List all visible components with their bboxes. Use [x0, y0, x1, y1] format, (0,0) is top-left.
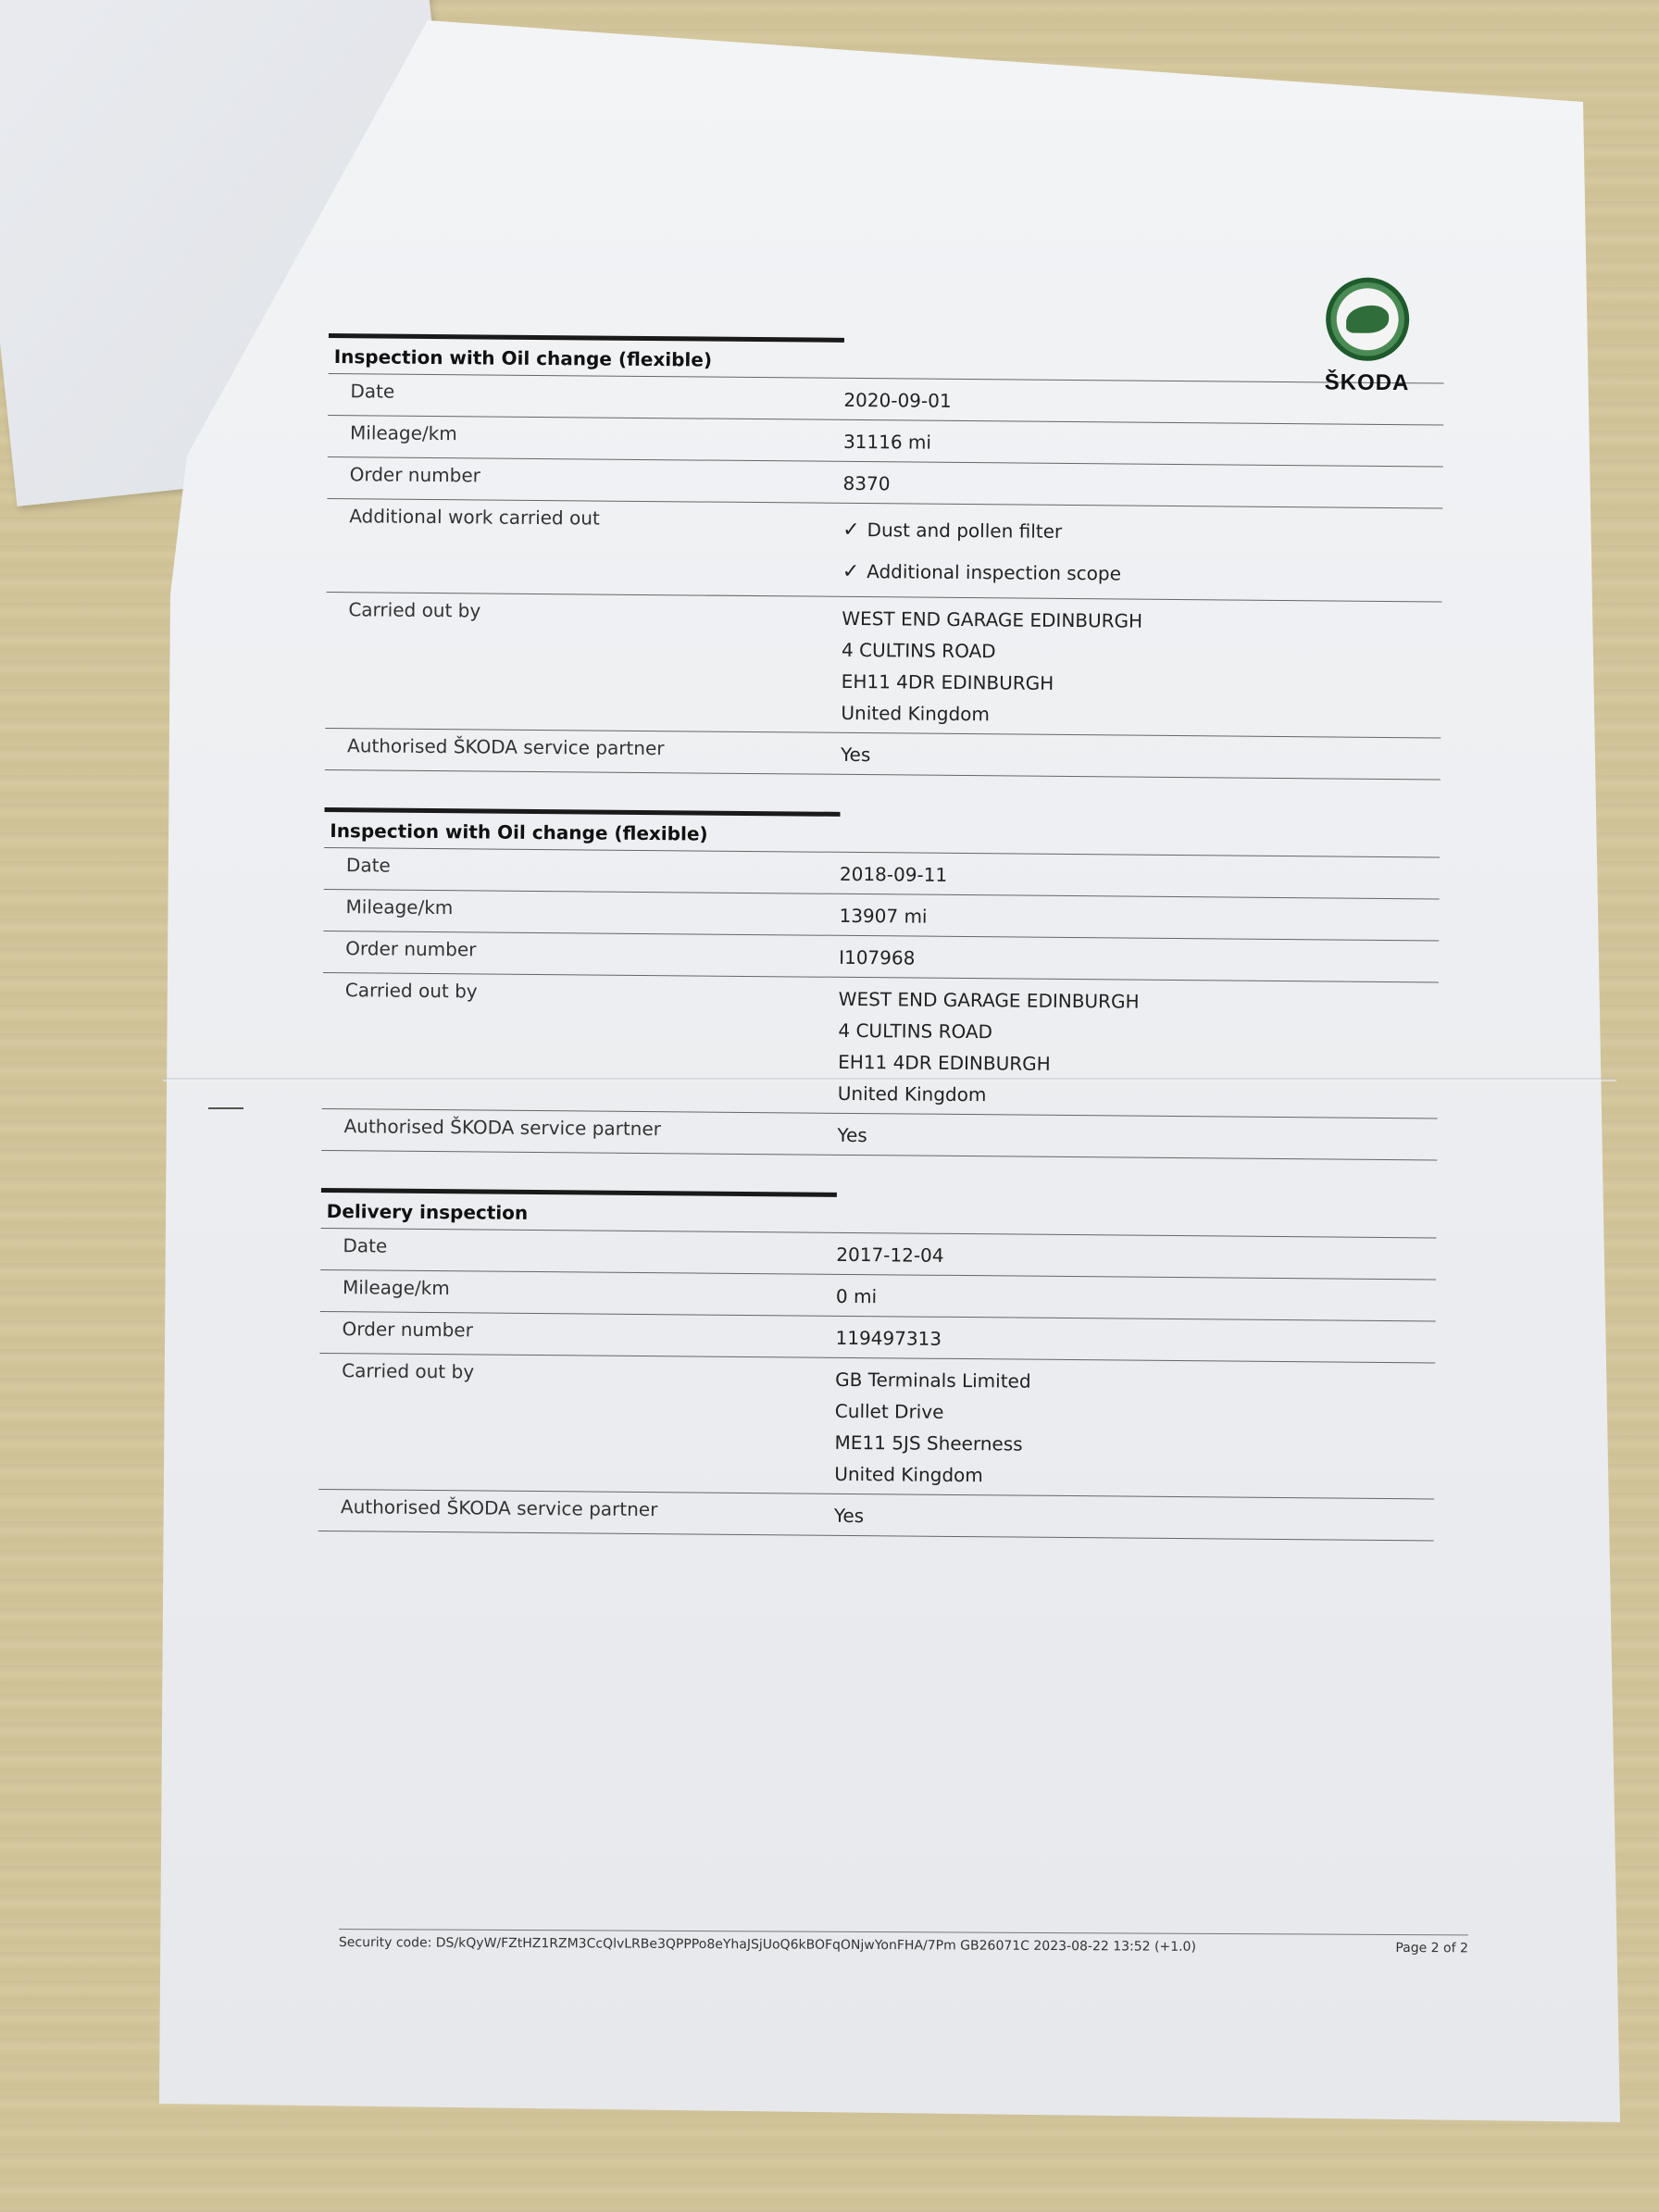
row-value-text: United Kingdom	[841, 701, 991, 726]
row-value-text: Yes	[833, 1504, 865, 1528]
row-value	[842, 468, 1442, 505]
row-value	[842, 666, 1441, 703]
row-values	[842, 468, 1442, 505]
row-values	[837, 1119, 1437, 1156]
row-value-text: United Kingdom	[834, 1462, 983, 1487]
row-label: Order number	[349, 463, 481, 487]
row-label: Carried out by	[342, 1359, 475, 1383]
row-values	[841, 739, 1441, 776]
row-value-text: GB Terminals Limited	[835, 1368, 1031, 1393]
service-history-document	[318, 333, 1444, 1578]
row-label: Date	[343, 1234, 388, 1257]
row-value-text: EH11 4DR EDINBURGH	[841, 669, 1054, 694]
row-value-text: WEST END GARAGE EDINBURGH	[838, 987, 1140, 1013]
row-label: Additional work carried out	[349, 505, 600, 530]
section-title: Delivery inspection	[321, 1188, 837, 1232]
row-label: Carried out by	[348, 598, 481, 622]
row-values	[835, 1322, 1435, 1359]
row-value	[842, 634, 1441, 671]
row-value	[838, 1078, 1438, 1115]
row-value	[842, 509, 1442, 556]
row-value-text: 2018-09-11	[839, 862, 948, 886]
detail-row	[318, 1489, 1434, 1542]
row-label: Order number	[345, 937, 477, 961]
detail-row	[321, 1108, 1437, 1161]
row-values	[843, 426, 1443, 463]
row-value-text: 8370	[842, 471, 891, 495]
row-value-text: Additional inspection scope	[867, 560, 1122, 585]
inspection-section	[321, 807, 1440, 1161]
row-value	[834, 1427, 1434, 1464]
row-value-text: 4 CULTINS ROAD	[838, 1019, 993, 1044]
row-values	[836, 1239, 1436, 1276]
brand-name: ŠKODA	[1324, 369, 1410, 396]
row-values	[838, 983, 1439, 1115]
row-value-text: 0 mi	[835, 1284, 878, 1308]
row-value-text: 2017-12-04	[836, 1243, 944, 1267]
row-value	[835, 1395, 1435, 1432]
detail-row	[325, 592, 1441, 738]
row-value-text: 31116 mi	[842, 430, 932, 454]
row-value-text: 13907 mi	[839, 904, 928, 928]
row-value	[838, 1046, 1438, 1083]
row-label: Mileage/km	[349, 421, 457, 445]
checkmark-icon: ✓	[842, 559, 860, 584]
row-values	[834, 1500, 1434, 1537]
row-value	[842, 551, 1442, 598]
row-value	[839, 900, 1439, 937]
row-value-text: Yes	[837, 1123, 867, 1147]
row-value-text: 2020-09-01	[843, 388, 952, 412]
row-value-text: United Kingdom	[837, 1081, 987, 1106]
skoda-winged-arrow-icon	[1326, 277, 1410, 361]
checkmark-icon: ✓	[842, 518, 860, 543]
row-values	[841, 603, 1441, 734]
row-value	[834, 1500, 1434, 1537]
row-value-text: Dust and pollen filter	[867, 519, 1063, 543]
row-value-text: WEST END GARAGE EDINBURGH	[842, 606, 1143, 632]
inspection-sections	[318, 333, 1444, 1541]
detail-row	[318, 1353, 1435, 1499]
row-label: Authorised ŠKODA service partner	[340, 1495, 658, 1521]
row-values	[840, 858, 1440, 895]
row-value-text: Cullet Drive	[834, 1399, 944, 1423]
security-code: Security code: DS/kQyW/FZtHZ1RZM3CcQlvLRBe3QPPPo8eYhaJSjUoQ6kBOFqONjwYonFHA/7Pm GB26071C 2023-08-22 13:52 (+1.0)	[338, 1935, 1196, 1955]
section-title: Inspection with Oil change (flexible)	[324, 807, 840, 852]
row-label: Authorised ŠKODA service partner	[347, 734, 665, 760]
row-values	[834, 1364, 1435, 1495]
row-value	[839, 983, 1439, 1020]
row-label: Authorised ŠKODA service partner	[343, 1115, 662, 1141]
row-label: Mileage/km	[342, 1276, 450, 1300]
detail-row	[325, 728, 1441, 781]
row-value-text: EH11 4DR EDINBURGH	[838, 1050, 1051, 1075]
row-label: Order number	[342, 1318, 473, 1342]
row-values	[842, 509, 1443, 598]
row-values	[836, 1281, 1436, 1318]
row-value	[835, 1322, 1435, 1359]
margin-mark	[208, 1107, 243, 1109]
row-value-text: ME11 5JS Sheerness	[834, 1431, 1023, 1456]
page-number: Page 2 of 2	[1395, 1940, 1468, 1956]
row-label: Carried out by	[344, 979, 478, 1003]
row-value	[842, 603, 1441, 640]
row-value	[841, 697, 1441, 734]
row-value	[841, 739, 1441, 776]
detail-row	[322, 972, 1439, 1118]
inspection-section	[325, 333, 1444, 780]
inspection-section	[318, 1188, 1437, 1542]
row-value	[835, 1364, 1435, 1401]
detail-row	[327, 498, 1443, 602]
row-values	[839, 900, 1439, 937]
row-values	[839, 942, 1439, 979]
row-value	[837, 1119, 1437, 1156]
row-label: Mileage/km	[345, 895, 454, 919]
section-title: Inspection with Oil change (flexible)	[329, 333, 844, 378]
row-value-text: 119497313	[835, 1326, 942, 1350]
row-value-text: Yes	[840, 743, 871, 767]
row-value-text: 4 CULTINS ROAD	[841, 638, 996, 663]
row-value	[838, 1015, 1438, 1052]
row-label: Date	[345, 854, 391, 877]
brand-logo	[1311, 277, 1423, 396]
row-value	[839, 942, 1439, 979]
row-value	[836, 1281, 1436, 1318]
row-label: Date	[350, 380, 395, 403]
row-value	[840, 858, 1440, 895]
row-value-text: I107968	[839, 945, 916, 969]
row-value	[836, 1239, 1436, 1276]
row-value	[843, 426, 1443, 463]
row-value	[834, 1458, 1434, 1495]
